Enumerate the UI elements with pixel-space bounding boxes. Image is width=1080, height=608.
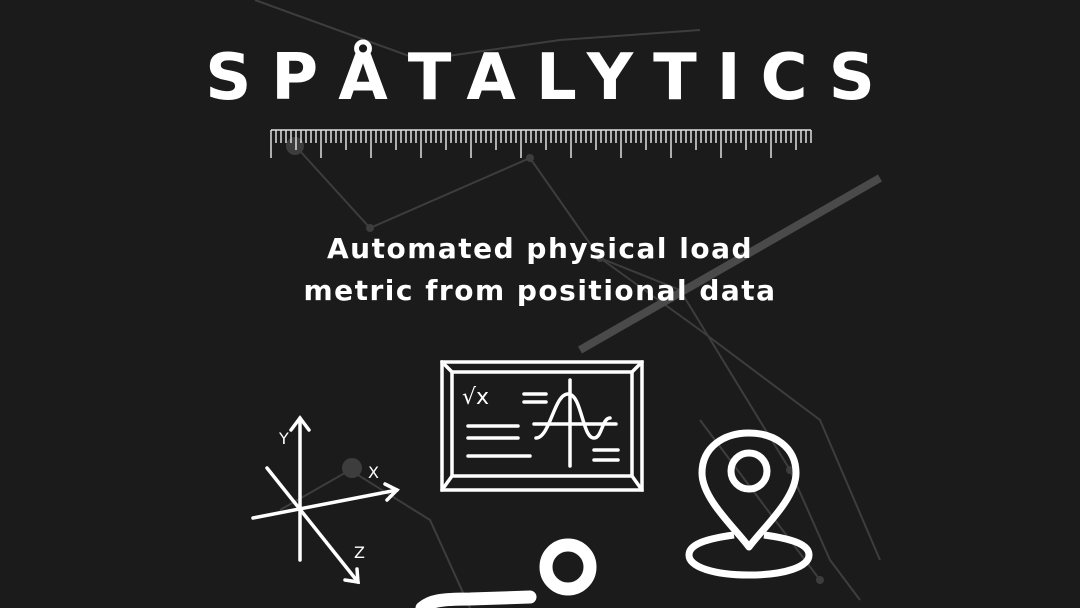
brand-title: SPÅTALYTICS xyxy=(205,41,895,115)
chalkboard-formula: √x xyxy=(462,385,490,410)
axes-3d-icon xyxy=(245,410,415,590)
axis-label-y: Y xyxy=(279,429,289,448)
axis-label-z: Z xyxy=(354,543,365,562)
tagline xyxy=(0,228,1080,312)
location-pin-icon xyxy=(684,425,814,580)
axis-label-x: X xyxy=(368,463,379,482)
tagline-line-2: metric from positional data xyxy=(303,274,777,307)
ruler-graphic xyxy=(270,128,812,160)
tagline-line-1: Automated physical load xyxy=(326,232,754,265)
person-icon xyxy=(410,535,620,608)
chalkboard-icon xyxy=(438,358,648,494)
